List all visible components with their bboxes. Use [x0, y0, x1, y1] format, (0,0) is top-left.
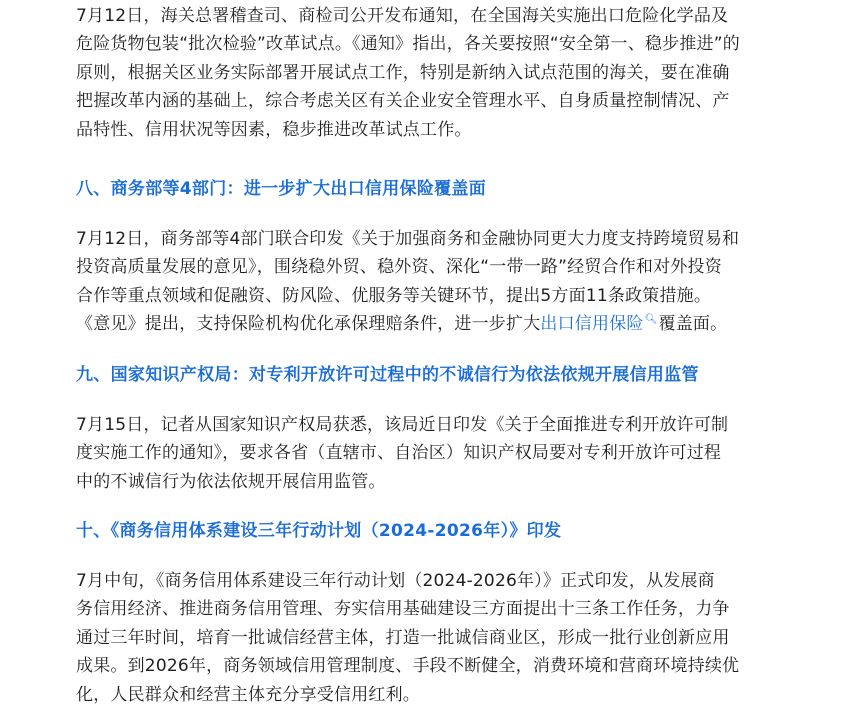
- export-credit-insurance-link[interactable]: 出口信用保险: [540, 314, 644, 335]
- text-line: 品特性、信用状况等因素，稳步推进改革试点工作。: [76, 119, 472, 140]
- text-line: 危险货物包装“批次检验”改革试点。《通知》指出，各关要按照“安全第一、稳步推进”的: [76, 34, 740, 55]
- text-line: 度实施工作的通知》，要求各省（直辖市、自治区）知识产权局要对专利开放许可过程: [76, 443, 722, 464]
- paragraph-patent-licensing: [76, 411, 776, 496]
- section-heading-10: 十、《商务信用体系建设三年行动计划（2024-2026年）》印发: [76, 521, 562, 541]
- text-line: 务信用经济、推进商务信用管理、夯实信用基础建设三方面提出十三条工作任务，力争: [76, 599, 730, 620]
- text-line: 7月中旬，《商务信用体系建设三年行动计划（2024-2026年）》正式印发，从发展商: [76, 571, 715, 591]
- text-line: 7月15日，记者从国家知识产权局获悉，该局近日印发《关于全面推进专利开放许可制: [76, 415, 729, 435]
- section-heading-8: 八、商务部等4部门：进一步扩大出口信用保险覆盖面: [76, 179, 487, 199]
- text-line: 化，人民群众和经营主体充分享受信用红利。: [76, 684, 420, 705]
- search-icon[interactable]: 🔍︎: [644, 314, 658, 326]
- text-line: 把握改革内涵的基础上，综合考虑关区有关企业安全管理水平、自身质量控制情况、产: [76, 91, 730, 112]
- text-line: [76, 310, 776, 341]
- text-line: 原则，根据关区业务实际部署开展试点工作，特别是新纳入试点范围的海关，要在准确: [76, 62, 730, 83]
- text-segment: 覆盖面。: [658, 314, 728, 335]
- paragraph-mofcom-finance: [76, 225, 776, 342]
- text-line: 成果。到2026年，商务领域信用管理制度、手段不断健全，消费环境和营商环境持续优: [76, 656, 740, 677]
- text-line: 中的不诚信行为依法依规开展信用监管。: [76, 471, 386, 492]
- text-line: 通过三年时间，培育一批诚信经营主体，打造一批诚信商业区，形成一批行业创新应用: [76, 627, 730, 648]
- text-line: 7月12日，商务部等4部门联合印发《关于加强商务和金融协同更大力度支持跨境贸易和: [76, 229, 740, 249]
- paragraph-credit-plan: [76, 567, 776, 709]
- text-line: 7月12日，海关总署稽查司、商检司公开发布通知，在全国海关实施出口危险化学品及: [76, 6, 729, 26]
- text-line: 投资高质量发展的意见》，围绕稳外贸、稳外资、深化“一带一路”经贸合作和对外投资: [76, 257, 722, 278]
- text-line: 合作等重点领域和促融资、防风险、优服务等关键环节，提出5方面11条政策措施。: [76, 285, 712, 306]
- section-heading-9: 九、国家知识产权局：对专利开放许可过程中的不诚信行为依法依规开展信用监管: [76, 365, 699, 385]
- text-segment: 《意见》提出，支持保险机构优化承保理赔条件，进一步扩大: [76, 314, 541, 335]
- paragraph-customs-pilot: [76, 2, 776, 144]
